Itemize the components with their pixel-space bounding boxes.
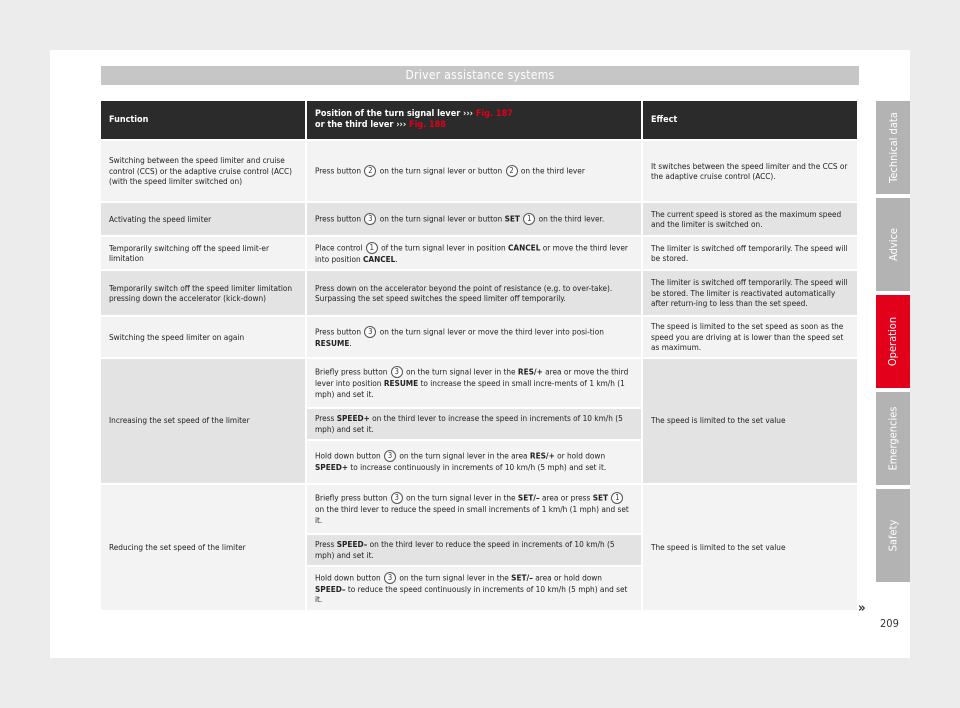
table-row: Press SPEED– on the third lever to reduce the speed in increments of 10 km/h (5 mph) and set it. xyxy=(101,534,858,566)
table-row: Switching between the speed limiter and cruise control (CCS) or the adaptive cruise control (ACC) (with the speed limiter switched on) Press button 2 on the turn signal lever or button 2 on the third lever It switches between the speed limiter and the CCS or the adaptive cruise control (ACC). xyxy=(101,140,858,202)
fig-187-link[interactable]: Fig. 187 xyxy=(475,109,513,119)
col-effect: Effect xyxy=(642,101,858,140)
col-position: Position of the turn signal lever ››› Fig. 187 or the third lever ››› Fig. 188 xyxy=(306,101,642,140)
tab-safety[interactable]: Safety xyxy=(876,489,910,582)
table-row: Temporarily switch off the speed limiter limitation pressing down the accelerator (kick-down) Press down on the accelerator beyond the point of resistance (e.g. to over-take). Surpassing the set speed switches the speed limiter off temporarily. The limiter is switched off temporarily. The speed will be stored. The limiter is reactivated automatically after return-ing to less than the set speed. xyxy=(101,270,858,316)
section-header: Driver assistance systems xyxy=(101,66,859,85)
col-function: Function xyxy=(101,101,306,140)
table-row: Press SPEED+ on the third lever to increase the speed in increments of 10 km/h (5 mph) and set it. xyxy=(101,408,858,440)
tab-emergencies[interactable]: Emergencies xyxy=(876,392,910,485)
table-row: Increasing the set speed of the limiter Briefly press button 3 on the turn signal lever in the RES/+ area or move the third lever into position RESUME to increase the speed in small incre-ments of 1 km/h (1 mph) and set it. The speed is limited to the set value xyxy=(101,358,858,408)
fig-188-link[interactable]: Fig. 188 xyxy=(409,120,446,130)
continue-icon: » xyxy=(858,601,866,616)
tab-technical-data[interactable]: Technical data xyxy=(876,101,910,194)
function-table xyxy=(101,101,859,610)
table-row: Activating the speed limiter Press button 3 on the turn signal lever or button SET 1 on the third lever. The current speed is stored as the maximum speed and the limiter is switched on. xyxy=(101,202,858,236)
tab-operation[interactable]: Operation xyxy=(876,295,910,388)
table-row: Switching the speed limiter on again Press button 3 on the turn signal lever or move the third lever into posi-tion RESUME. The speed is limited to the set speed as soon as the speed you are driving at is lower than the speed set as maximum. xyxy=(101,316,858,358)
table-row: Reducing the set speed of the limiter Briefly press button 3 on the turn signal lever in the SET/– area or press SET 1 on the third lever to reduce the speed in small increments of 1 km/h (1 mph) and set it. The speed is limited to the set value xyxy=(101,484,858,534)
table-row: Temporarily switching off the speed limit-er limitation Place control 1 of the turn signal lever in position CANCEL or move the third lever into position CANCEL. The limiter is switched off temporarily. The speed will be stored. xyxy=(101,236,858,270)
page-number: 209 xyxy=(880,617,899,630)
table-row: Hold down button 3 on the turn signal lever in the area RES/+ or hold down SPEED+ to increase continuously in increments of 10 km/h (5 mph) and set it. xyxy=(101,440,858,484)
table-row: Hold down button 3 on the turn signal lever in the SET/– area or hold down SPEED– to reduce the speed continuously in increments of 10 km/h (5 mph) and set it. xyxy=(101,566,858,610)
tab-advice[interactable]: Advice xyxy=(876,198,910,291)
table-header-row xyxy=(101,101,858,140)
